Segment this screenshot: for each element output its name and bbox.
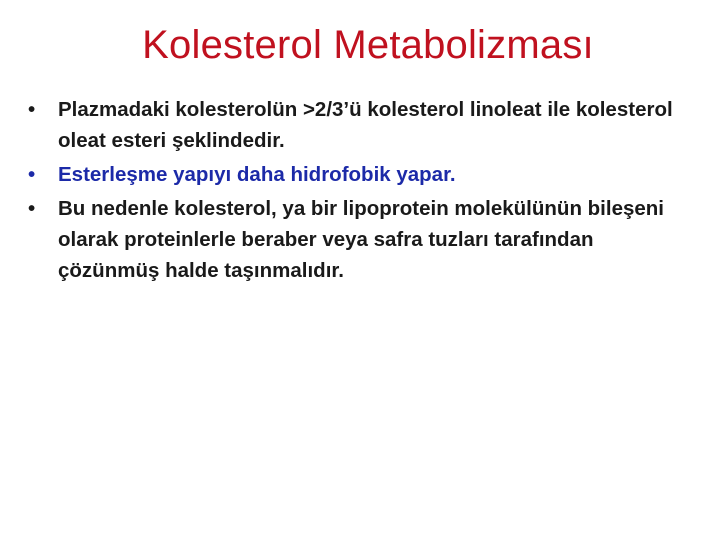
bullet-text: Bu nedenle kolesterol, ya bir lipoprotein molekülünün bileşeni olarak proteinlerle beraber veya safra tuzları tarafından çözünmüş halde taşınmalıdır. xyxy=(58,197,664,282)
bullet-marker: • xyxy=(28,98,36,121)
bullet-item xyxy=(28,193,696,286)
slide-title: Kolesterol Metabolizması xyxy=(142,23,594,67)
bullet-item xyxy=(28,94,696,156)
bullet-marker: • xyxy=(28,197,36,220)
bullet-list xyxy=(28,94,696,289)
bullet-text: Esterleşme yapıyı daha hidrofobik yapar. xyxy=(58,163,456,186)
bullet-text: Plazmadaki kolesterolün >2/3’ü kolesterol linoleat ile kolesterol oleat esteri şeklindedir. xyxy=(58,98,673,152)
bullet-marker: • xyxy=(28,163,36,186)
bullet-item xyxy=(28,159,696,190)
